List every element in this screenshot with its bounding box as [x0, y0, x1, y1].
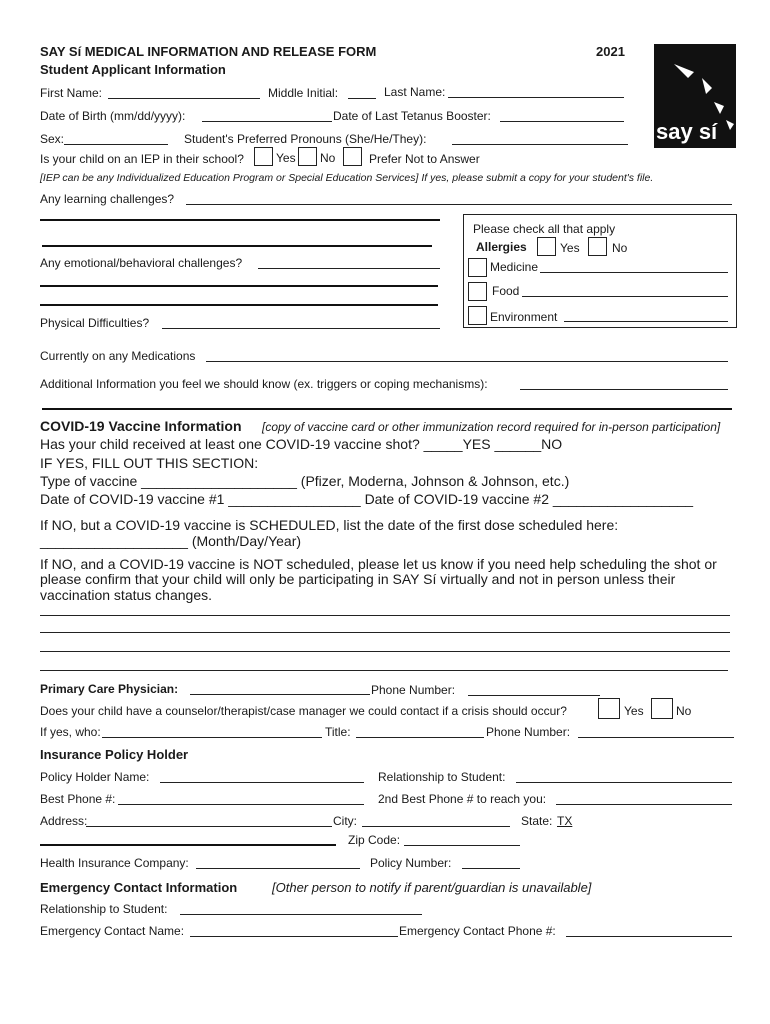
allergies-label: Allergies — [476, 240, 527, 254]
iep-question: Is your child on an IEP in their school? — [40, 152, 244, 166]
allergies-no-checkbox[interactable] — [588, 237, 607, 256]
learning-label: Any learning challenges? — [40, 192, 175, 206]
state-label: State: — [521, 814, 553, 828]
food-field[interactable] — [522, 296, 728, 297]
middle-initial-field[interactable] — [348, 98, 376, 99]
emotional-field[interactable] — [258, 268, 440, 269]
medicine-label: Medicine — [490, 260, 539, 274]
holder-relationship-label: Relationship to Student: — [378, 770, 506, 784]
counselor-title-label: Title: — [325, 725, 351, 739]
covid-not-scheduled-line-1: If NO, and a COVID-19 vaccine is NOT scheduled, please let us know if you need help scheduling the shot or — [40, 556, 717, 572]
emotional-label: Any emotional/behavioral challenges? — [40, 256, 243, 270]
middle-initial-label: Middle Initial: — [268, 86, 339, 100]
iep-prefer-not-checkbox[interactable] — [343, 147, 362, 166]
iep-no-checkbox[interactable] — [298, 147, 317, 166]
logo-text: say sí — [656, 119, 718, 144]
counselor-who-label: If yes, who: — [40, 725, 101, 739]
covid-scheduled-question: If NO, but a COVID-19 vaccine is SCHEDULED, list the date of the first dose scheduled here: — [40, 517, 619, 533]
allergies-box-heading: Please check all that apply — [473, 222, 616, 236]
emergency-heading: Emergency Contact Information — [40, 880, 238, 895]
address-field[interactable] — [86, 826, 332, 827]
zip-field[interactable] — [404, 845, 520, 846]
last-name-label: Last Name: — [384, 85, 446, 99]
physician-label: Primary Care Physician: — [40, 682, 179, 696]
dob-field[interactable] — [202, 121, 332, 122]
medicine-checkbox[interactable] — [468, 258, 487, 277]
physician-field[interactable] — [190, 694, 370, 695]
city-label: City: — [333, 814, 357, 828]
last-name-field[interactable] — [448, 97, 624, 98]
physician-phone-field[interactable] — [468, 695, 600, 696]
state-value[interactable]: TX — [557, 814, 573, 828]
insurance-company-label: Health Insurance Company: — [40, 856, 189, 870]
environment-label: Environment — [490, 310, 558, 324]
iep-yes-checkbox[interactable] — [254, 147, 273, 166]
covid-answer-line-1[interactable] — [40, 615, 730, 616]
second-phone-field[interactable] — [556, 804, 732, 805]
iep-yes-label: Yes — [276, 151, 296, 165]
counselor-who-field[interactable] — [102, 737, 322, 738]
zip-label: Zip Code: — [348, 833, 401, 847]
learning-field[interactable] — [186, 204, 732, 205]
second-phone-label: 2nd Best Phone # to reach you: — [378, 792, 547, 806]
holder-relationship-field[interactable] — [516, 782, 732, 783]
medications-label: Currently on any Medications — [40, 349, 196, 363]
say-si-logo — [654, 44, 736, 148]
food-label: Food — [492, 284, 520, 298]
insurance-heading: Insurance Policy Holder — [40, 747, 189, 762]
pronouns-field[interactable] — [452, 144, 628, 145]
first-name-field[interactable] — [108, 98, 260, 99]
covid-received-question: Has your child received at least one COVID-19 vaccine shot? _____YES ______NO — [40, 436, 563, 452]
medicine-field[interactable] — [540, 272, 728, 273]
allergies-yes-checkbox[interactable] — [537, 237, 556, 256]
physician-phone-label: Phone Number: — [371, 683, 456, 697]
policy-holder-field[interactable] — [160, 782, 364, 783]
dob-label: Date of Birth (mm/dd/yyyy): — [40, 109, 186, 123]
emotional-line-3[interactable] — [40, 304, 438, 306]
sex-field[interactable] — [64, 144, 168, 145]
counselor-title-field[interactable] — [356, 737, 484, 738]
learning-line-3[interactable] — [42, 245, 432, 247]
emergency-name-field[interactable] — [190, 936, 398, 937]
learning-line-2[interactable] — [40, 219, 440, 221]
emergency-phone-field[interactable] — [566, 936, 732, 937]
counselor-phone-label: Phone Number: — [486, 725, 571, 739]
policy-number-label: Policy Number: — [370, 856, 452, 870]
allergies-yes-label: Yes — [560, 241, 580, 255]
covid-vaccine-type: Type of vaccine ____________________ (Pfizer, Moderna, Johnson & Johnson, etc.) — [40, 473, 570, 489]
form-year: 2021 — [596, 44, 625, 59]
covid-heading-note: [copy of vaccine card or other immunization record required for in-person participation] — [262, 420, 721, 434]
emotional-line-2[interactable] — [40, 285, 438, 287]
covid-heading: COVID-19 Vaccine Information — [40, 418, 242, 434]
emergency-relationship-field[interactable] — [180, 914, 422, 915]
environment-field[interactable] — [564, 321, 728, 322]
sex-label: Sex: — [40, 132, 65, 146]
counselor-yes-label: Yes — [624, 704, 644, 718]
additional-info-label: Additional Information you feel we should know (ex. triggers or coping mechanisms): — [40, 377, 488, 391]
form-title: SAY Sí MEDICAL INFORMATION AND RELEASE FORM — [40, 44, 377, 59]
additional-info-line-2[interactable] — [42, 408, 732, 410]
counselor-no-checkbox[interactable] — [651, 698, 673, 719]
counselor-yes-checkbox[interactable] — [598, 698, 620, 719]
emergency-note: [Other person to notify if parent/guardian is unavailable] — [272, 880, 592, 895]
covid-answer-line-3[interactable] — [40, 651, 730, 652]
tetanus-field[interactable] — [500, 121, 624, 122]
best-phone-field[interactable] — [118, 804, 364, 805]
pronouns-label: Student's Preferred Pronouns (She/He/They): — [184, 132, 427, 146]
environment-checkbox[interactable] — [468, 306, 487, 325]
first-name-label: First Name: — [40, 86, 103, 100]
covid-not-scheduled-line-2: please confirm that your child will only be participating in SAY Sí virtually and not in person unless their — [40, 571, 676, 587]
food-checkbox[interactable] — [468, 282, 487, 301]
policy-number-field[interactable] — [462, 868, 520, 869]
covid-answer-line-2[interactable] — [40, 632, 730, 633]
tetanus-label: Date of Last Tetanus Booster: — [333, 109, 491, 123]
covid-not-scheduled-line-3: vaccination status changes. — [40, 587, 212, 603]
covid-vaccine-dates: Date of COVID-19 vaccine #1 _________________ Date of COVID-19 vaccine #2 __________________ — [40, 491, 694, 507]
counselor-phone-field[interactable] — [578, 737, 734, 738]
iep-prefer-not-label: Prefer Not to Answer — [369, 152, 480, 166]
emergency-relationship-label: Relationship to Student: — [40, 902, 168, 916]
medications-field[interactable] — [206, 361, 728, 362]
emergency-phone-label: Emergency Contact Phone #: — [399, 924, 556, 938]
physical-label: Physical Difficulties? — [40, 316, 150, 330]
address-label: Address: — [40, 814, 88, 828]
best-phone-label: Best Phone #: — [40, 792, 116, 806]
iep-no-label: No — [320, 151, 336, 165]
emergency-name-label: Emergency Contact Name: — [40, 924, 185, 938]
counselor-question: Does your child have a counselor/therapist/case manager we could contact if a crisis should occur? — [40, 704, 567, 718]
city-field[interactable] — [362, 826, 510, 827]
covid-if-yes: IF YES, FILL OUT THIS SECTION: — [40, 455, 259, 471]
iep-note: [IEP can be any Individualized Education Program or Special Education Services] If yes, please submit a copy for your student's file. — [40, 172, 654, 184]
address-line-2[interactable] — [40, 844, 336, 846]
covid-scheduled-date: ___________________ (Month/Day/Year) — [40, 533, 302, 549]
section-heading-student: Student Applicant Information — [40, 62, 226, 77]
additional-info-field[interactable] — [520, 389, 728, 390]
covid-answer-line-4[interactable] — [40, 670, 728, 671]
physical-field[interactable] — [162, 328, 440, 329]
counselor-no-label: No — [676, 704, 692, 718]
policy-holder-label: Policy Holder Name: — [40, 770, 150, 784]
insurance-company-field[interactable] — [196, 868, 360, 869]
allergies-no-label: No — [612, 241, 628, 255]
